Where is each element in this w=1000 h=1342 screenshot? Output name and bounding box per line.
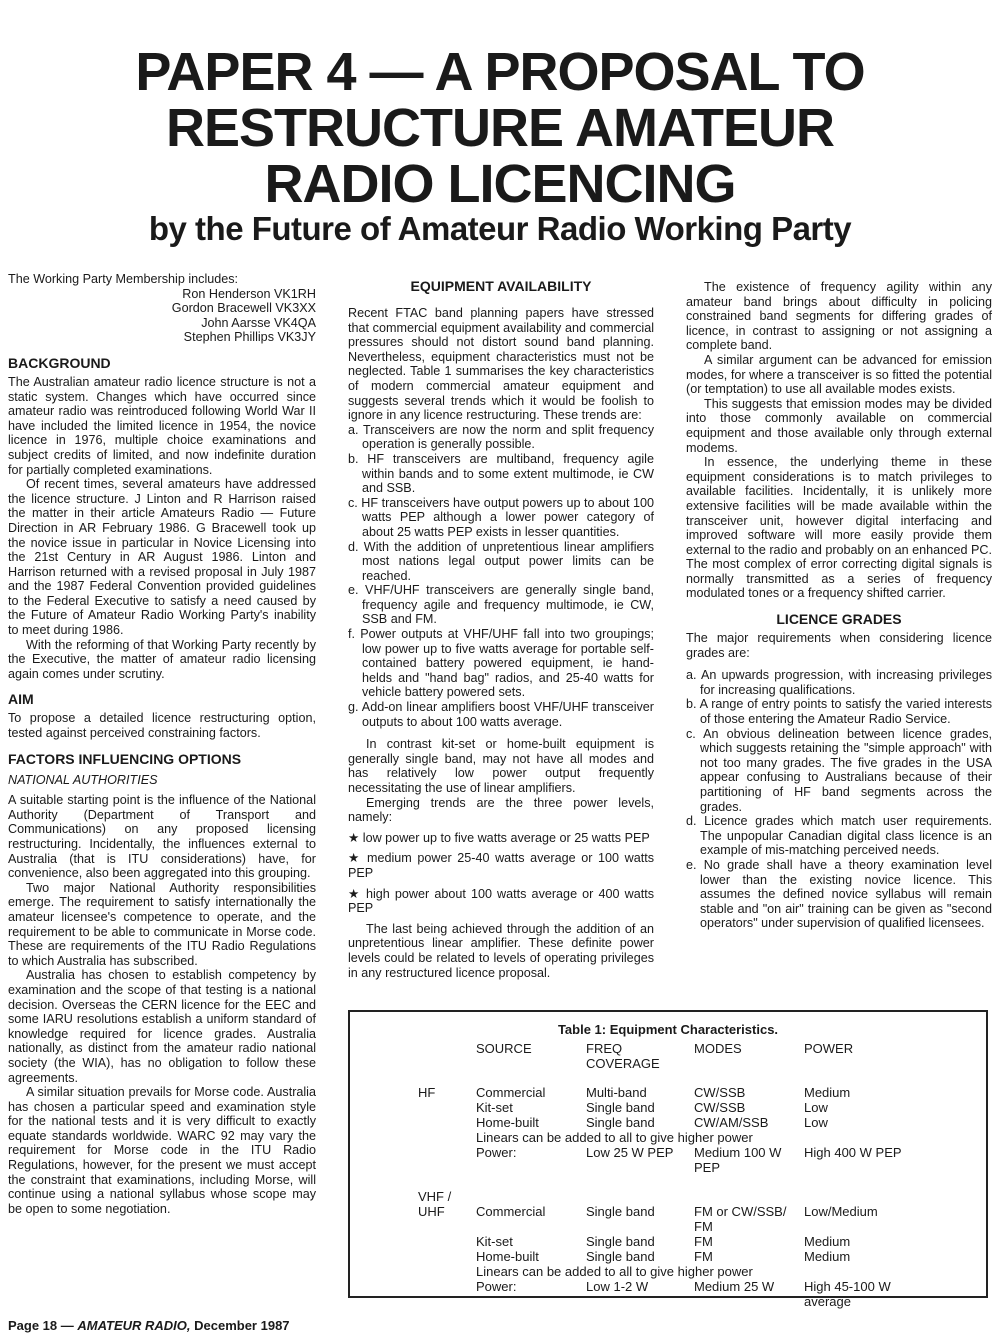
header-freq: FREQ COVERAGE: [586, 1041, 660, 1071]
header-power: POWER: [804, 1041, 854, 1056]
list-item: b. HF transceivers are multiband, frequency agile within bands and to some extent multimode, ie CW and SSB.: [348, 451, 654, 496]
list-item: ★ medium power 25-40 watts average or 100 watts PEP: [348, 851, 654, 880]
national-heading: NATIONAL AUTHORITIES: [8, 772, 158, 787]
cell: Low 1-2 W: [586, 1279, 649, 1294]
paragraph: This suggests that emission modes may be divided into those commonly available on commercial equipment and those available only through external modems.: [686, 396, 992, 455]
footer-date: December 1987: [190, 1318, 290, 1333]
paragraph: To propose a detailed licence restructuring option, tested against perceived constraining factors.: [8, 711, 316, 741]
paragraph: A similar argument can be advanced for emission modes, for where a transceiver is so fitted the potential (or temptation) to use all available modes exists.: [686, 352, 992, 397]
paragraph: Of recent times, several amateurs have addressed the licence structure. J Linton and R Harrison raised the matter in their article Amateurs Radio — Future Direction in AR February 1986. G Bracewell took up the novice issue in particular in Novice Licensing into the 21st Century in AR August 1986. Linton and Harrison returned with a revised proposal in July 1987 and the 1987 Federal Convention provided guidelines to the Federal Executive to satisfy a need caused by the Future of Amateur Radio Working Party's inability to meet during 1986.: [8, 477, 316, 638]
equipment-grid: [418, 1041, 914, 1309]
cell: Medium: [804, 1249, 851, 1264]
header-modes: MODES: [694, 1041, 742, 1056]
cell: Home-built: [476, 1249, 539, 1264]
background-heading: BACKGROUND: [8, 354, 111, 371]
cell: Single band: [586, 1204, 655, 1219]
column-3: [686, 272, 992, 931]
list-item: ★ high power about 100 watts average or 400 watts PEP: [348, 886, 654, 916]
cell: Medium 25 W: [694, 1279, 775, 1294]
paragraph: The Australian amateur radio licence structure is not a static system. Changes which have occurred since amateur radio was reintroduced following World War II have included the limited licence in 1954, the novice licence in 1976, multiple choice examinations and subject credits of limited, and now indefinite duration for partially completed examinations.: [8, 374, 316, 477]
title-line-1: PAPER 4 — A PROPOSAL TO: [135, 42, 865, 102]
table-row: [418, 1115, 914, 1130]
table-caption: Table 1: Equipment Characteristics.: [557, 1022, 779, 1037]
power-level-list: [348, 831, 654, 916]
list-item: ★ low power up to five watts average or 25 watts PEP: [348, 830, 650, 845]
page-title: [0, 44, 1000, 212]
table-row: [418, 1130, 914, 1145]
cell: Medium: [804, 1085, 851, 1100]
cell: Power:: [476, 1145, 517, 1160]
trend-list: [348, 423, 654, 729]
cell: FM: [694, 1234, 713, 1249]
cell: High 45-100 W average: [804, 1279, 891, 1309]
cell: Low: [804, 1100, 828, 1115]
cell: Kit-set: [476, 1234, 513, 1249]
table-row: [418, 1279, 914, 1309]
band-label-hf: HF: [418, 1085, 436, 1100]
aim-heading: AIM: [8, 691, 34, 708]
page-subtitle: by the Future of Amateur Radio Working Party: [148, 210, 852, 247]
cell: FM: [694, 1249, 713, 1264]
list-item: e. VHF/UHF transceivers are generally single band, frequency agile and frequency multimode, ie CW, SSB and FM.: [348, 583, 654, 627]
member: Stephen Phillips VK3JY: [183, 330, 316, 345]
equipment-table: [348, 1010, 988, 1309]
list-item: f. Power outputs at VHF/UHF fall into two groupings; low power up to five watts average for portable self-contained battery powered equipment, ie hand-helds and "hand bag" radios, and 25-40 watts for vehicle battery powered sets.: [348, 627, 654, 700]
table-row: [418, 1249, 914, 1264]
band-label-vhf: VHF /: [418, 1189, 452, 1204]
paragraph: Australia has chosen to establish competency by examination and the scope of that testing is a national decision. Overseas the CERN licence for the EEC and some IARU resolutions establish a uniform standard of knowledge required for licence grades. Australia nationally, as distinct from the amateur radio national society (the WIA), has no obligation to follow these agreements.: [8, 968, 316, 1085]
footer-page: Page 18 —: [8, 1318, 78, 1333]
equipment-heading: EQUIPMENT AVAILABILITY: [410, 278, 592, 294]
table-row: [418, 1145, 914, 1175]
paragraph: A suitable starting point is the influence of the National Authority (Department of Transport and Communications) on any proposed licensing restructuring. Incidentally, the influences external to Australia (that is ITU considerations) have, for convenience, also been aggregated into this grouping.: [8, 793, 316, 881]
table-row: [418, 1234, 914, 1249]
paragraph: Emerging trends are the three power levels, namely:: [348, 795, 654, 825]
cell: Power:: [476, 1279, 517, 1294]
factors-heading: FACTORS INFLUENCING OPTIONS: [8, 750, 242, 767]
list-item: d. Licence grades which match user requirements. The unpopular Canadian digital class licence is an example of mis-matching perceived needs.: [686, 814, 992, 858]
list-item: c. HF transceivers have output powers up to about 100 watts PEP although a lower power category of about 25 watts PEP exists in lesser quantities.: [348, 495, 654, 539]
cell: Single band: [586, 1234, 655, 1249]
table-row: [418, 1204, 914, 1234]
grades-list: [686, 668, 992, 931]
member: John Aarsse VK4QA: [201, 315, 316, 330]
table-row: [418, 1100, 914, 1115]
cell: Single band: [586, 1100, 655, 1115]
paragraph: In contrast kit-set or home-built equipment is generally single band, may not have all modes and has relatively low power output frequently necessitating the use of linear amplifiers.: [348, 737, 654, 795]
list-item: a. Transceivers are now the norm and split frequency operation is generally possible.: [348, 422, 654, 452]
licence-grades-heading: LICENCE GRADES: [776, 611, 902, 628]
table-header-row: [418, 1041, 914, 1071]
list-item: d. With the addition of unpretentious linear amplifiers most nations legal output power limits can be reached.: [348, 539, 654, 583]
table-row: [418, 1264, 914, 1279]
cell: Multi-band: [586, 1085, 647, 1100]
list-item: b. A range of entry points to satisfy the varied interests of those entering the Amateur Radio Service.: [686, 697, 992, 727]
paragraph: The major requirements when considering licence grades are:: [686, 631, 992, 660]
cell: CW/SSB: [694, 1100, 746, 1115]
paragraph: The existence of frequency agility within any amateur band brings about difficulty in policing constrained band segments for differing grades of licence, in contrast to assigning or not assigning a complete band.: [686, 280, 992, 353]
cell: Low 25 W PEP: [586, 1145, 674, 1160]
column-1: [8, 272, 316, 1216]
title-line-2: RESTRUCTURE AMATEUR: [166, 98, 834, 158]
cell: CW/AM/SSB: [694, 1115, 769, 1130]
linears-note: Linears can be added to all to give higher power: [476, 1264, 753, 1279]
linears-note: Linears can be added to all to give higher power: [476, 1130, 753, 1145]
cell: Home-built: [476, 1115, 539, 1130]
member-list: [8, 287, 316, 345]
cell: Medium 100 W PEP: [694, 1145, 782, 1175]
paragraph: Two major National Authority responsibilities emerge. The requirement to satisfy internationally the amateur licensee's competence to operate, and the requirement to be able to communicate in Morse code. These are requirements of the ITU Radio Regulations to which Australia has subscribed.: [8, 880, 316, 968]
list-item: c. An obvious delineation between licence grades, which suggests retaining the "simple approach" with not too many grades. The five grades in the USA appear confusing to Australians because of their partitioning of HF band segments across the grades.: [686, 726, 992, 814]
cell: Commercial: [476, 1204, 546, 1219]
page-footer: [8, 1318, 290, 1333]
band-label-uhf: UHF: [418, 1204, 445, 1219]
cell: Low: [804, 1115, 828, 1130]
cell: Medium: [804, 1234, 851, 1249]
paragraph: The last being achieved through the addition of an unpretentious linear amplifier. These definite power levels could be related to levels of operating privileges in any restructured licence proposal.: [348, 921, 654, 980]
footer-magazine: AMATEUR RADIO,: [77, 1318, 191, 1333]
cell: Commercial: [476, 1085, 546, 1100]
cell: High 400 W PEP: [804, 1145, 902, 1160]
paragraph: Recent FTAC band planning papers have stressed that commercial equipment availability and commercial pressures should not distort sound band planning. Nevertheless, equipment characteristics must not be neglected. Table 1 summarises the key characteristics of modern commercial amateur equipment and suggests several trends which it would be foolish to ignore in any licence restructuring. These trends are:: [348, 306, 654, 423]
title-line-3: RADIO LICENCING: [264, 154, 736, 214]
cell: Low/Medium: [804, 1204, 878, 1219]
column-2: [348, 272, 654, 980]
list-item: g. Add-on linear amplifiers boost VHF/UHF transceiver outputs to about 100 watts average.: [348, 700, 654, 729]
cell: Kit-set: [476, 1100, 513, 1115]
cell: Single band: [586, 1249, 655, 1264]
cell: Single band: [586, 1115, 655, 1130]
header-source: SOURCE: [476, 1041, 532, 1056]
cell: CW/SSB: [694, 1085, 746, 1100]
membership-intro: The Working Party Membership includes:: [8, 272, 239, 286]
paragraph: With the reforming of that Working Party recently by the Executive, the matter of amateur radio licensing again comes under scrutiny.: [8, 637, 316, 681]
member: Ron Henderson VK1RH: [182, 286, 316, 301]
cell: FM or CW/SSB/ FM: [694, 1204, 787, 1234]
list-item: e. No grade shall have a theory examination level lower than the existing novice licence. This assumes the defined novice syllabus will remain stable and "on air" training can be given as "second operators" under supervision of qualified licensees.: [686, 857, 992, 931]
table-row: [418, 1189, 914, 1204]
member: Gordon Bracewell VK3XX: [171, 301, 316, 316]
paragraph: A similar situation prevails for Morse code. Australia has chosen a particular speed and examination style for the national tests and it is very difficult to exactly equate standards worldwide. WARC 92 may vary the requirement for Morse code in the ITU Radio Regulations, however, for the present we must accept the constraint that examinations, including Morse, will continue using a national syllabus whose scope may be open to some negotiation.: [8, 1085, 316, 1216]
paragraph: In essence, the underlying theme in these equipment considerations is to match privileges to available facilities. Incidentally, it is unlikely more extensive facilities will be made available within the transceiver unit, however digital interfacing and improved software will more easily provide them external to the radio and probably on an enhanced PC. The most complex of error correcting digital signals is normally transmitted as a series of frequency modulated tones or a frequency shifted carrier.: [686, 455, 992, 601]
table-row: [418, 1085, 914, 1100]
list-item: a. An upwards progression, with increasing privileges for increasing qualifications.: [686, 668, 992, 697]
